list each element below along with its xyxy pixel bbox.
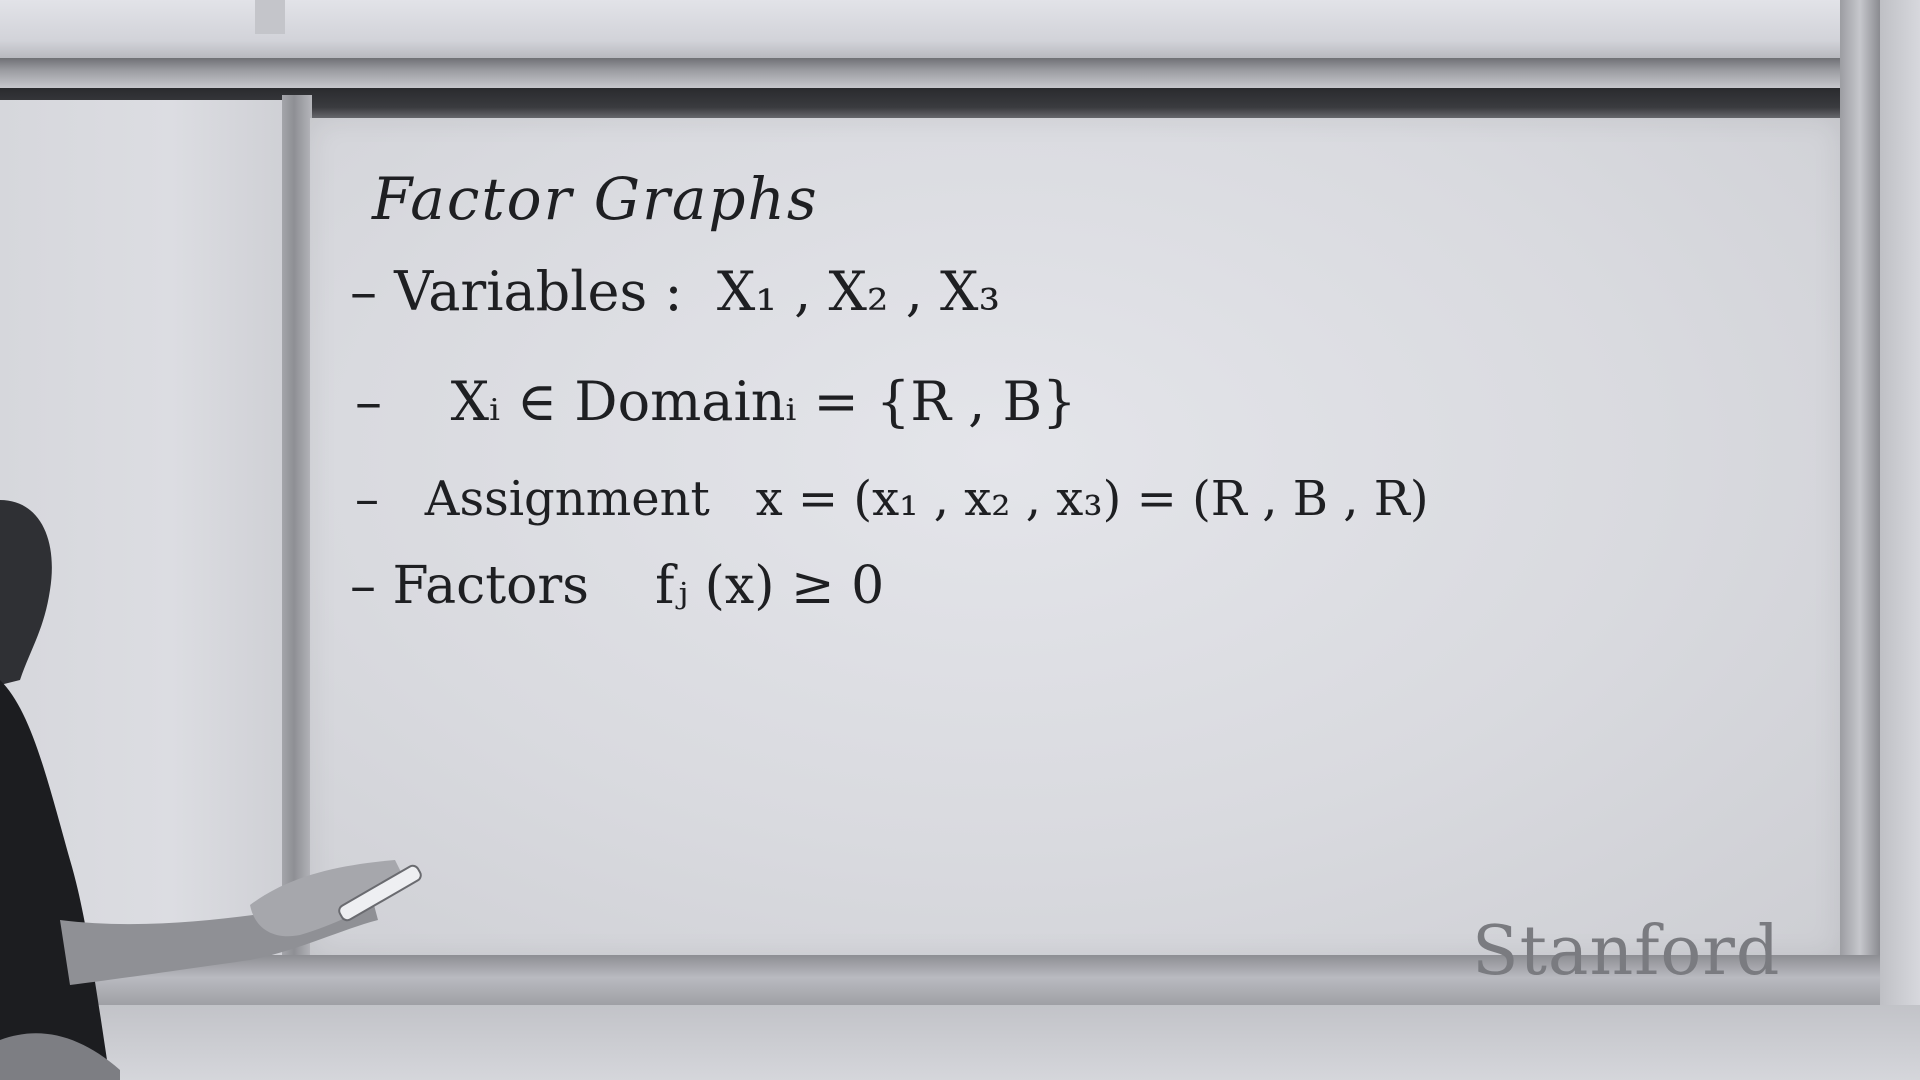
board-top-rail	[0, 58, 1870, 88]
lecturer-silhouette	[0, 480, 440, 1080]
frame-notch	[255, 0, 285, 34]
lecturer-body	[0, 680, 110, 1080]
board-line-variables: – Variables : X₁ , X₂ , X₃	[350, 260, 1001, 323]
whiteboard	[310, 118, 1840, 958]
board-line-domain: – Xᵢ ∈ Domainᵢ = {R , B}	[355, 370, 1077, 433]
board-line-factors: – Factors fⱼ (x) ≥ 0	[350, 556, 885, 616]
stanford-logo: Stanford	[1472, 912, 1781, 991]
lecturer-head	[0, 500, 52, 685]
board-line-assignment: – Assignment x = (x₁ , x₂ , x₃) = (R , B , R)	[355, 471, 1429, 527]
right-board-frame	[1840, 0, 1880, 1080]
board-title: Factor Graphs	[372, 165, 819, 233]
right-wall	[1880, 0, 1920, 1080]
